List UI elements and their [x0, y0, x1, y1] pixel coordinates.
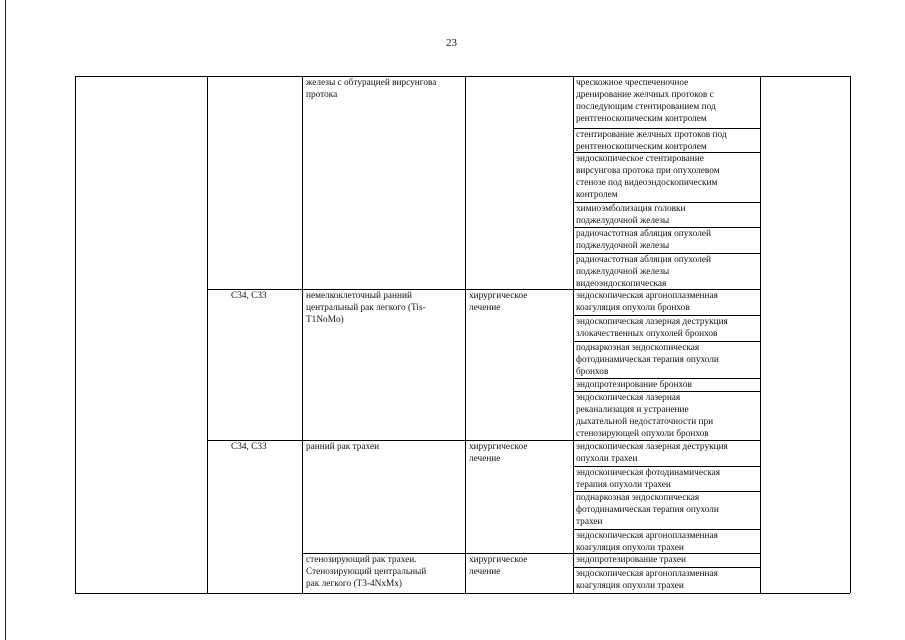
treatment-method-cell: эндопротезирование трахеи [576, 555, 687, 565]
treatment-method-cell: радиочастотная абляция опухолей поджелудочной железы [576, 229, 711, 251]
diagnosis-cell: немелкоклеточный ранний центральный рак легкого (Tis- T1NoMo) [306, 291, 426, 325]
table-column-rule [75, 76, 76, 593]
treatment-type-cell: хирургическое лечение [469, 555, 528, 577]
treatment-method-cell: химиоэмболизация головки поджелудочной железы [576, 204, 686, 226]
treatment-method-cell: радиочастотная абляция опухолей поджелудочной железы видеоэндоскопическая [576, 255, 711, 289]
scan-edge-rule [5, 0, 6, 640]
diagnosis-cell: стенозирующий рак трахеи. Стенозирующий центральный рак легкого (Т3-4NxMx) [306, 555, 427, 589]
table-column-rule [850, 76, 851, 593]
treatment-method-cell: эндоскопическая фотодинамическая терапия опухоли трахеи [576, 468, 721, 490]
treatment-method-cell: эндоскопическая аргоноплазменная коагуляция опухоли трахеи [576, 569, 718, 591]
treatment-method-cell: эндоскопическая лазерная реканализация и устранение дыхательной недостаточности при стенозирующей опухоли бронхов [576, 393, 714, 439]
treatment-method-cell: чрескожное чреспеченочное дренирование желчных протоков с последующим стентированием под рентгеноскопическим контролем [576, 78, 716, 124]
treatment-method-cell: эндоскопическая лазерная деструкция злокачественных опухолей бронхов [576, 317, 728, 339]
treatment-method-cell: эндопротезирование бронхов [576, 380, 692, 390]
treatment-method-cell: эндоскопическая лазерная деструкция опухоли трахеи [576, 442, 728, 464]
table-column-rule [302, 76, 303, 593]
treatment-method-cell: эндоскопическая аргоноплазменная коагуляция опухоли трахеи [576, 531, 718, 553]
table-column-rule [573, 76, 574, 593]
treatment-method-cell: поднаркозная эндоскопическая фотодинамическая терапия опухоли бронхов [576, 343, 719, 377]
treatment-method-cell: эндоскопическая аргоноплазменная коагуляция опухоли бронхов [576, 291, 718, 313]
treatment-method-cell: стентирование желчных протоков под рентгеноскопическим контролем [576, 130, 727, 152]
table-column-rule [465, 76, 466, 593]
diagnosis-cell: железы с обтурацией вирсунгова протока [306, 78, 437, 100]
table-column-rule [760, 76, 761, 593]
table-bottom-rule [75, 593, 850, 594]
treatment-method-cell: поднаркозная эндоскопическая фотодинамическая терапия опухоли трахеи [576, 493, 719, 527]
icd-code-cell: С34, С33 [231, 442, 267, 452]
treatment-type-cell: хирургическое лечение [469, 291, 528, 313]
icd-code-cell: С34, С33 [231, 291, 267, 301]
table-column-rule [207, 76, 208, 593]
treatment-method-cell: эндоскопическое стентирование вирсунгова протока при опухолевом стенозе под видеоэндоскопическим контролем [576, 154, 720, 200]
treatment-type-cell: хирургическое лечение [469, 442, 528, 464]
page-number: 23 [446, 37, 457, 49]
diagnosis-cell: ранний рак трахеи [306, 442, 380, 452]
